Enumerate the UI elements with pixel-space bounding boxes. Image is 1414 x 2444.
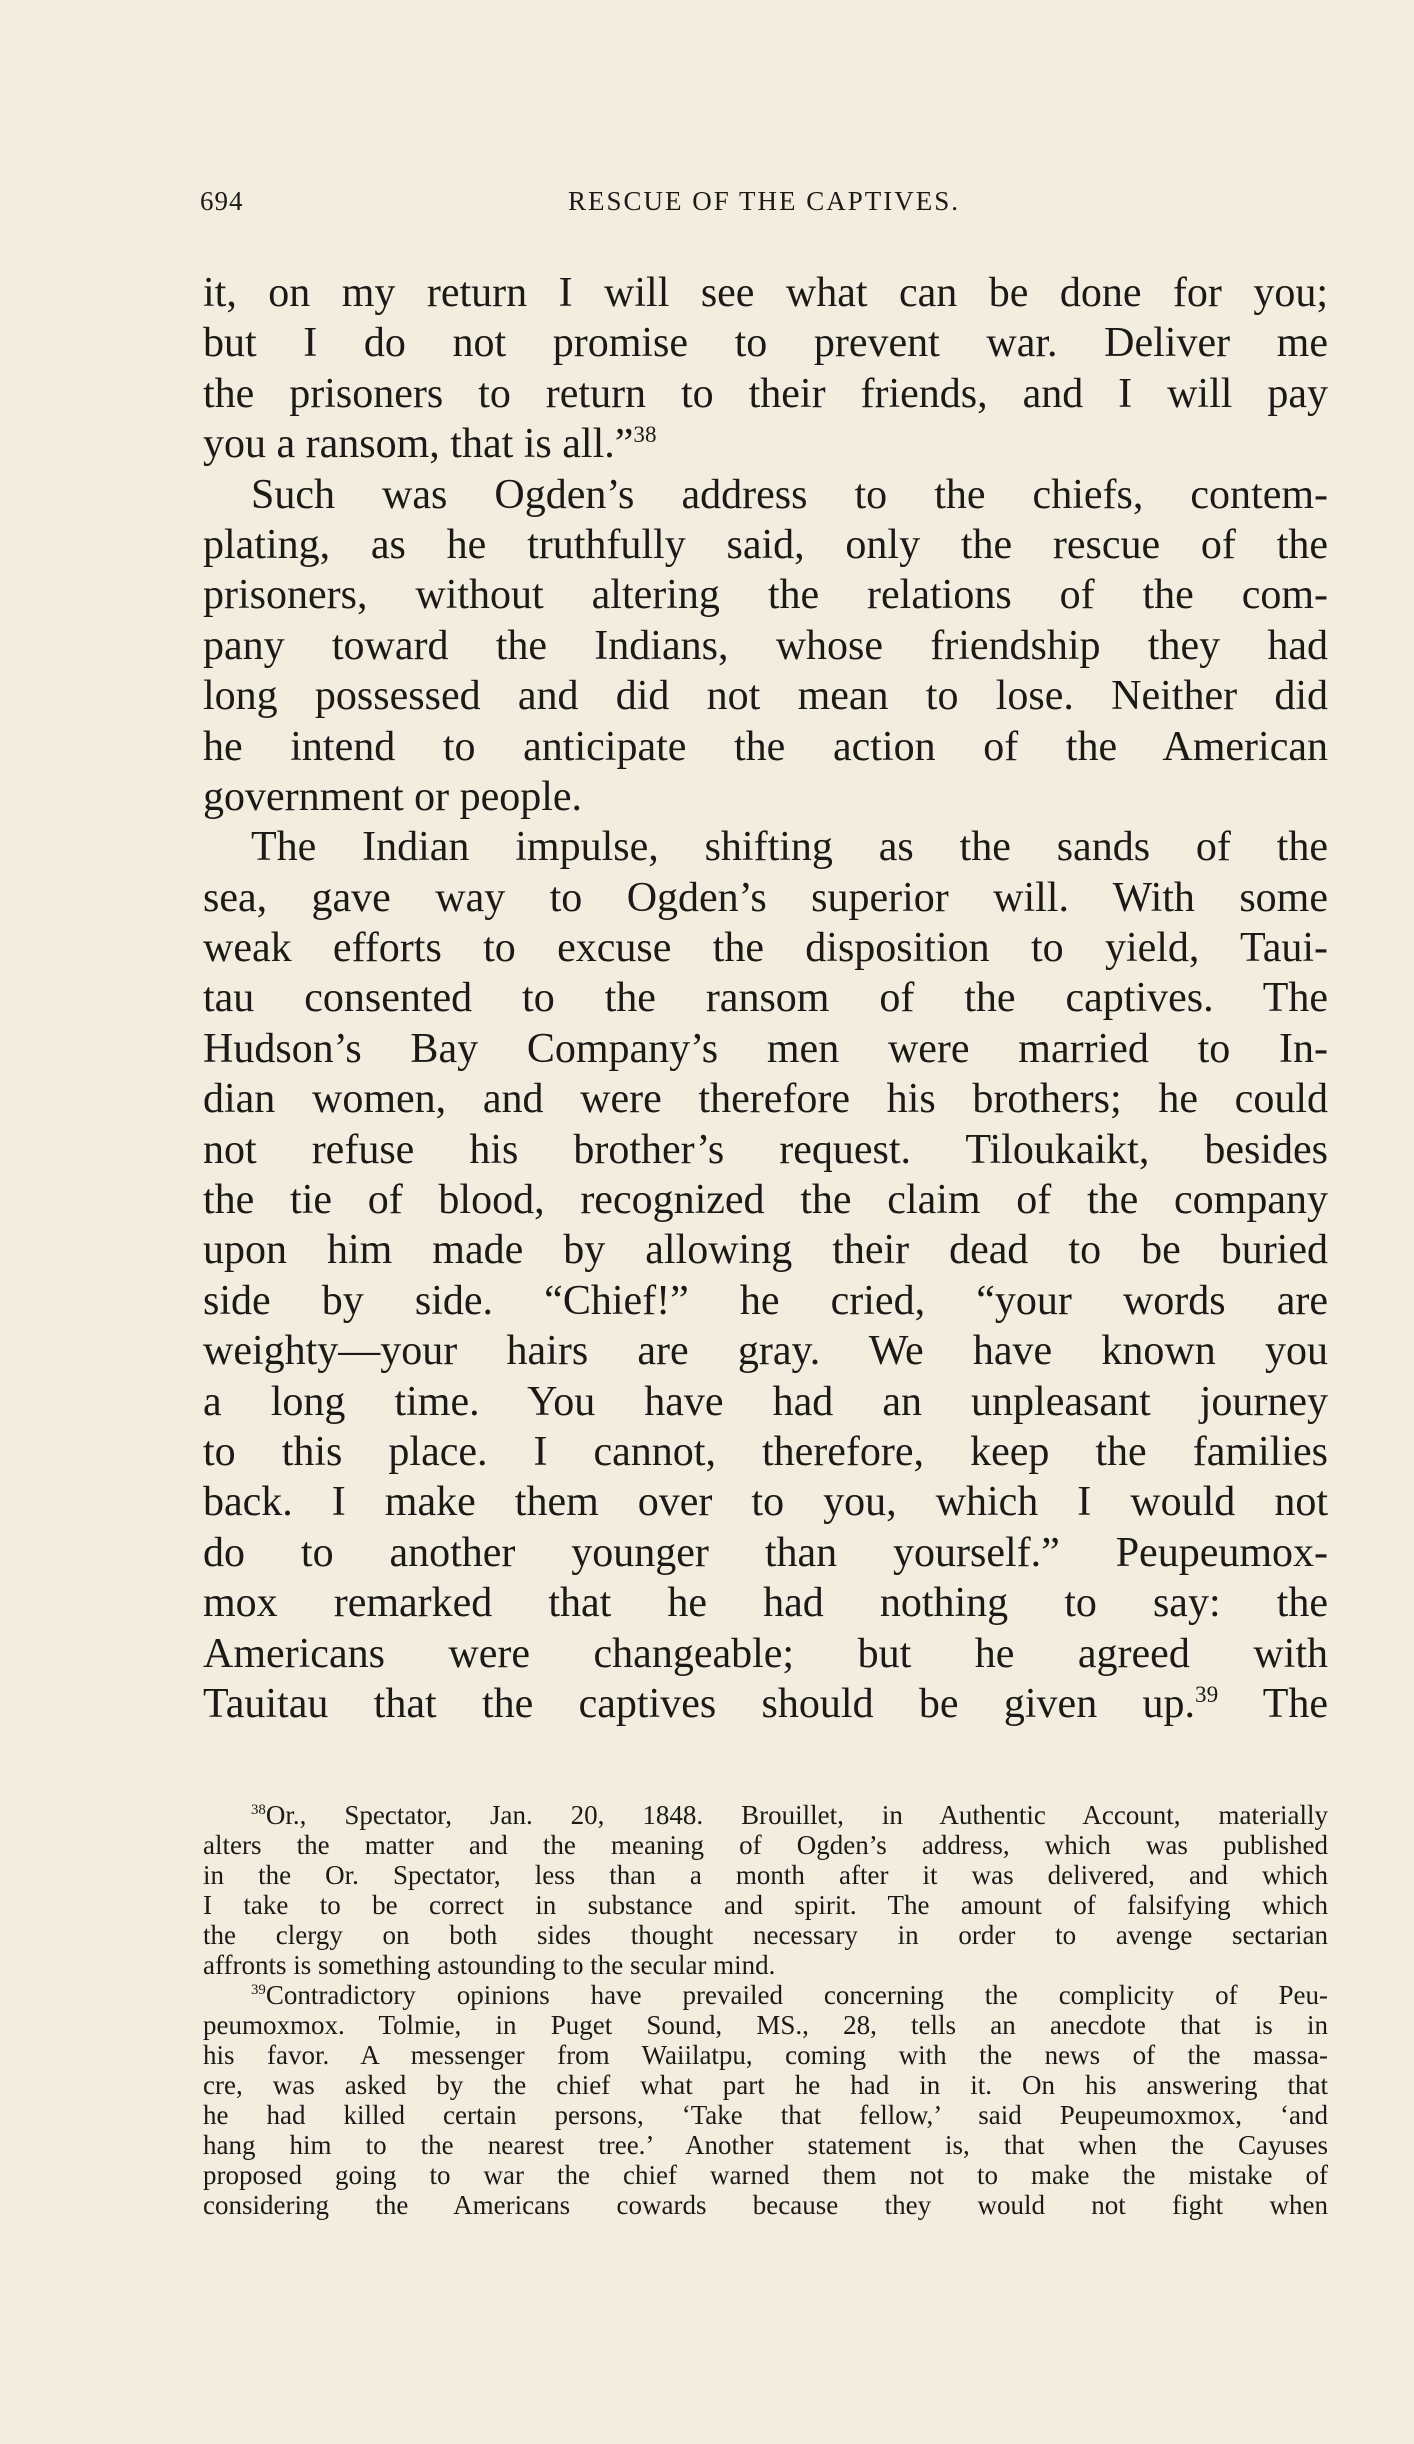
footnote-line-text: Contradictory opinions have prevailed concerning the complicity of Peu- (265, 1980, 1328, 2010)
footnotes (203, 1800, 1328, 2220)
body-line-text: government or people. (203, 773, 583, 820)
body-line-text: weighty—your hairs are gray. We have known you (203, 1328, 1328, 1375)
body-line-text: prisoners, without altering the relations of the com- (203, 572, 1328, 619)
body-line (203, 1326, 1328, 1376)
footnote-reference: 39 (1195, 1680, 1219, 1707)
body-line-text: you a ransom, that is all.” (203, 421, 634, 468)
footnote-line-text: peumoxmox. Tolmie, in Puget Sound, MS., 28, tells an anecdote that is in (203, 2010, 1328, 2040)
body-line-text: weak efforts to excuse the disposition to yield, Taui- (203, 925, 1328, 972)
body-line (203, 520, 1328, 570)
footnote-line-text: he had killed certain persons, ‘Take that fellow,’ said Peupeumoxmox, ‘and (203, 2100, 1328, 2130)
body-line (203, 1225, 1328, 1275)
footnote-line-text: I take to be correct in substance and spirit. The amount of falsifying which (203, 1890, 1328, 1920)
body-line-text: he intend to anticipate the action of the American (203, 723, 1328, 770)
body-line (203, 722, 1328, 772)
footnote-line-text: alters the matter and the meaning of Ogden’s address, which was published (203, 1830, 1328, 1860)
footnote-line (203, 1920, 1328, 1950)
body-line-text: a long time. You have had an unpleasant journey (203, 1378, 1328, 1425)
footnote-line-text: affronts is something astounding to the secular mind. (203, 1950, 776, 1980)
body-line-text: plating, as he truthfully said, only the rescue of the (203, 521, 1328, 568)
body-line (203, 470, 1328, 520)
body-line (203, 1427, 1328, 1477)
page-number: 694 (200, 186, 244, 216)
body-line (203, 570, 1328, 620)
body-line (203, 923, 1328, 973)
body-line (203, 873, 1328, 923)
footnote-number: 39 (251, 1982, 266, 1998)
footnote-line (203, 2190, 1328, 2220)
footnote-line (203, 2010, 1328, 2040)
body-line-text: the tie of blood, recognized the claim of the company (203, 1177, 1328, 1224)
body-line-text: upon him made by allowing their dead to be buried (203, 1227, 1328, 1274)
body-line-text: Hudson’s Bay Company’s men were married to In- (203, 1025, 1328, 1072)
body-line (203, 822, 1328, 872)
body-line-text: tau consented to the ransom of the captives. The (203, 975, 1328, 1022)
body-line-text: Americans were changeable; but he agreed with (203, 1630, 1328, 1677)
body-line-text: back. I make them over to you, which I would not (203, 1479, 1328, 1526)
body-line (203, 1377, 1328, 1427)
footnote-line-text: the clergy on both sides thought necessary in order to avenge sectarian (203, 1920, 1328, 1950)
body-line-text: to this place. I cannot, therefore, keep the families (203, 1428, 1328, 1475)
body-line (203, 1477, 1328, 1527)
body-line (203, 772, 1328, 822)
body-line-text: Tauitau that the captives should be given up. (203, 1680, 1196, 1727)
body-line-text: it, on my return I will see what can be done for you; (203, 270, 1328, 316)
body-line-text: sea, gave way to Ogden’s superior will. With some (203, 874, 1328, 921)
body-line (203, 1276, 1328, 1326)
footnote-line-text: his favor. A messenger from Waiilatpu, coming with the news of the massa- (203, 2040, 1328, 2070)
footnote-line (203, 1800, 1328, 1830)
body-line-tail: The (1218, 1680, 1328, 1727)
body-line-text: not refuse his brother’s request. Tiloukaikt, besides (203, 1126, 1328, 1173)
body-line (203, 1175, 1328, 1225)
footnote-line-text: proposed going to war the chief warned them not to make the mistake of (203, 2160, 1328, 2190)
footnote-number: 38 (251, 1802, 266, 1818)
body-line-text: Such was Ogden’s address to the chiefs, contem- (251, 471, 1328, 518)
footnote-line-text: in the Or. Spectator, less than a month after it was delivered, and which (203, 1860, 1328, 1890)
footnote-reference: 38 (633, 421, 657, 448)
body-line (203, 369, 1328, 419)
footnote-line (203, 1950, 1328, 1980)
body-line (203, 1125, 1328, 1175)
body-line-text: dian women, and were therefore his brothers; he could (203, 1076, 1328, 1123)
footnote-line (203, 1980, 1328, 2010)
body-line-text: side by side. “Chief!” he cried, “your words are (203, 1277, 1328, 1324)
footnote-line (203, 2040, 1328, 2070)
body-line-text: mox remarked that he had nothing to say: the (203, 1580, 1328, 1627)
footnote-line (203, 1830, 1328, 1860)
body-line-text: long possessed and did not mean to lose. Neither did (203, 673, 1328, 720)
body-text (203, 268, 1328, 1729)
running-head (200, 186, 1328, 226)
body-line (203, 1629, 1328, 1679)
footnote-line (203, 2160, 1328, 2190)
footnote-line (203, 2130, 1328, 2160)
footnote-line-text: Or., Spectator, Jan. 20, 1848. Brouillet, in Authentic Account, materially (265, 1800, 1328, 1830)
footnote-line (203, 1860, 1328, 1890)
body-line (203, 621, 1328, 671)
body-line (203, 1679, 1328, 1729)
footnote-line-text: hang him to the nearest tree.’ Another statement is, that when the Cayuses (203, 2130, 1328, 2160)
footnote-line (203, 2100, 1328, 2130)
body-line-text: do to another younger than yourself.” Peupeumox- (203, 1529, 1328, 1576)
footnote-line-text: cre, was asked by the chief what part he had in it. On his answering that (203, 2070, 1328, 2100)
body-line (203, 318, 1328, 368)
running-title: RESCUE OF THE CAPTIVES. (567, 186, 961, 216)
body-line (203, 1528, 1328, 1578)
footnote-line-text: considering the Americans cowards because they would not fight when (203, 2190, 1328, 2220)
body-line-text: The Indian impulse, shifting as the sands of the (251, 824, 1328, 871)
body-line (203, 1578, 1328, 1628)
body-line (203, 419, 1328, 469)
body-line (203, 973, 1328, 1023)
body-line-text: but I do not promise to prevent war. Deliver me (203, 320, 1328, 367)
body-line-text: the prisoners to return to their friends, and I will pay (203, 370, 1328, 417)
footnote-line (203, 2070, 1328, 2100)
body-line (203, 1024, 1328, 1074)
body-line (203, 1074, 1328, 1124)
body-line-text: pany toward the Indians, whose friendship they had (203, 622, 1328, 669)
footnote-line (203, 1890, 1328, 1920)
body-line (203, 268, 1328, 318)
body-line (203, 671, 1328, 721)
